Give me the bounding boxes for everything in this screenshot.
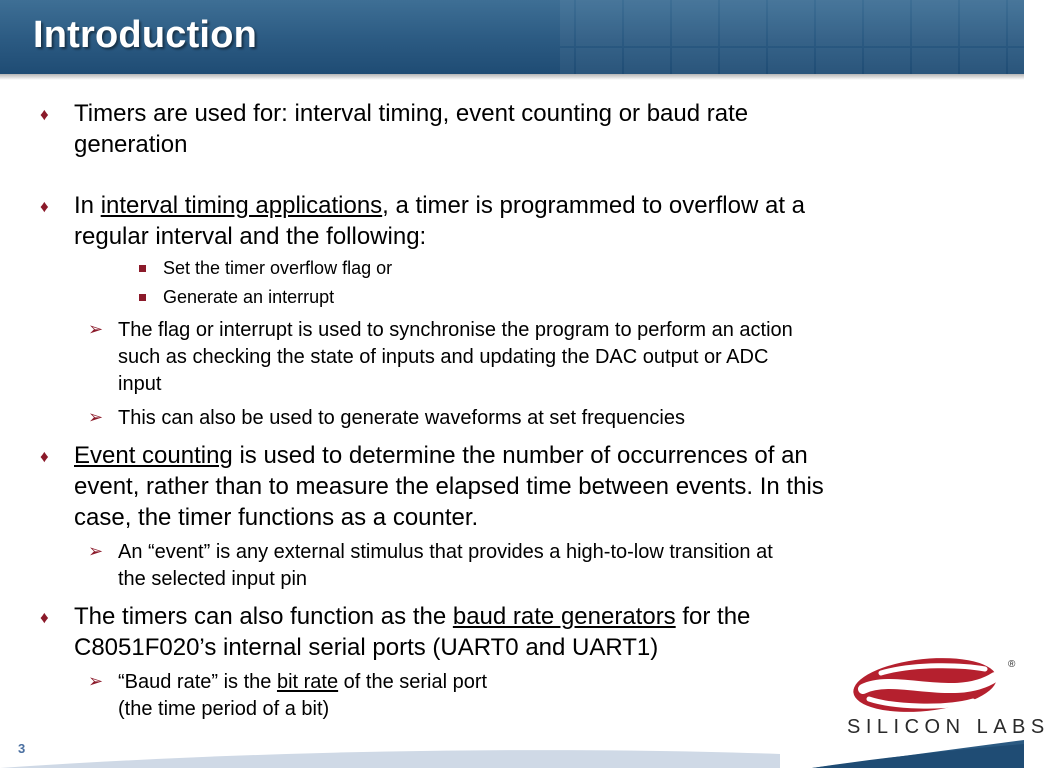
square-bullet-icon — [139, 294, 146, 301]
square-bullet-icon — [139, 265, 146, 272]
bullet-3-line-3: case, the timer functions as a counter. — [74, 504, 479, 531]
bullet-4-line-2: C8051F020’s internal serial ports (UART0 and UART1) — [74, 634, 659, 661]
title-bar-shadow — [0, 74, 1024, 80]
silicon-labs-logo-icon — [845, 655, 1020, 717]
bullet-4-text-pre: The timers can also function as the — [74, 603, 453, 630]
bullet-2-line-1 — [74, 192, 805, 220]
arrow-bullet-icon: ➢ — [88, 319, 104, 339]
baud-rate-text-pre: “Baud rate” is the — [118, 671, 277, 693]
arrow-bullet-2-line-1: This can also be used to generate waveforms at set frequencies — [118, 407, 685, 429]
slide-title: Introduction — [33, 14, 258, 56]
arrow-bullet-icon: ➢ — [88, 671, 104, 691]
arrow-bullet-icon: ➢ — [88, 541, 104, 561]
bullet-4-line-1 — [74, 603, 750, 631]
diamond-bullet-icon: ♦ — [40, 197, 49, 216]
arrow-bullet-1-line-3: input — [118, 373, 162, 395]
diamond-bullet-icon: ♦ — [40, 105, 49, 124]
baud-rate-text-post: of the serial port — [338, 671, 488, 693]
arrow-bullet-1-line-1: The flag or interrupt is used to synchronise the program to perform an action — [118, 319, 793, 341]
arrow-bullet-4-line-1 — [118, 671, 487, 694]
bullet-2-line-2: regular interval and the following: — [74, 223, 427, 250]
page-number: 3 — [18, 741, 26, 756]
bullet-2-text-post: , a timer is programmed to overflow at a — [382, 192, 805, 219]
arrow-bullet-icon: ➢ — [88, 407, 104, 427]
logo-wordmark: SILICON LABS — [847, 716, 1050, 738]
bullet-1-line-2: generation — [74, 131, 188, 158]
arrow-bullet-3-line-1: An “event” is any external stimulus that provides a high-to-low transition at — [118, 541, 773, 563]
title-bar — [0, 0, 1024, 74]
interval-timing-link: interval timing applications — [100, 192, 383, 219]
bullet-1-line-1: Timers are used for: interval timing, event counting or baud rate — [74, 100, 749, 127]
bullet-3-line-1 — [74, 442, 808, 470]
bullet-2-text-pre: In — [74, 192, 101, 219]
bullet-3-text-post: is used to determine the number of occurrences of an — [232, 442, 808, 469]
bullet-3-line-2: event, rather than to measure the elapsed time between events. In this — [74, 473, 824, 500]
diamond-bullet-icon: ♦ — [40, 608, 49, 627]
baud-rate-generators-link: baud rate generators — [452, 603, 676, 630]
arrow-bullet-1-line-2: such as checking the state of inputs and updating the DAC output or ADC — [118, 346, 769, 368]
arrow-bullet-3-line-2: the selected input pin — [118, 568, 308, 590]
sub-bullet-overflow-flag: Set the timer overflow flag or — [163, 258, 393, 278]
bullet-4-text-post: for the — [675, 603, 751, 630]
sub-bullet-interrupt: Generate an interrupt — [163, 287, 335, 307]
arrow-bullet-4-line-2: (the time period of a bit) — [118, 698, 330, 720]
registered-mark: ® — [1008, 659, 1016, 670]
bit-rate-link: bit rate — [276, 671, 339, 693]
diamond-bullet-icon: ♦ — [40, 447, 49, 466]
event-counting-link: Event counting — [74, 442, 233, 469]
